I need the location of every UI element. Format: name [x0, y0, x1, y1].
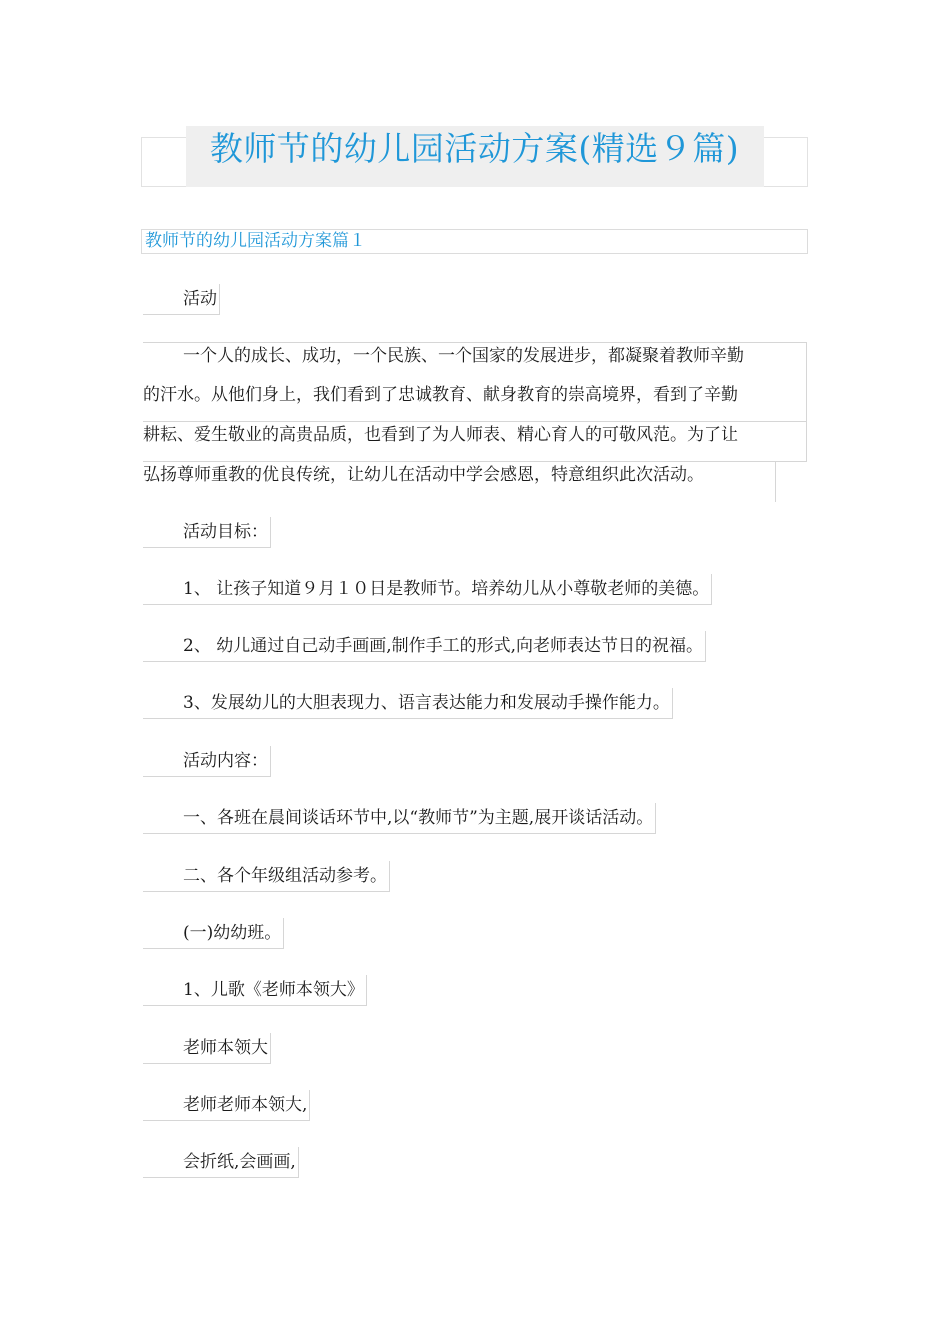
intro-line-2: 的汗水。从他们身上，我们看到了忠诚教育、献身教育的崇高境界，看到了辛勤 — [143, 382, 807, 422]
goals-label: 活动目标： — [143, 517, 271, 548]
content-item-7: 会折纸,会画画, — [143, 1147, 299, 1178]
intro-line-1: 一个人的成长、成功，一个民族、一个国家的发展进步，都凝聚着教师辛勤 — [143, 342, 807, 382]
content-item-6: 老师老师本领大, — [143, 1090, 310, 1121]
document-title: 教师节的幼儿园活动方案(精选９篇) — [209, 129, 740, 168]
goal-item-2: 2、 幼儿通过自己动手画画,制作手工的形式,向老师表达节日的祝福。 — [143, 631, 706, 662]
goal-item-1: 1、 让孩子知道９月１０日是教师节。培养幼儿从小尊敬老师的美德。 — [143, 574, 712, 605]
content-item-1: 一、各班在晨间谈话环节中,以“教师节”为主题,展开谈话活动。 — [143, 803, 656, 834]
content-item-4: 1、儿歌《老师本领大》 — [143, 975, 367, 1006]
intro-label: 活动 — [143, 284, 220, 315]
content-item-5: 老师本领大 — [143, 1033, 271, 1064]
intro-line-3: 耕耘、爱生敬业的高贵品质，也看到了为人师表、精心育人的可敬风范。为了让 — [143, 422, 807, 462]
intro-line-4: 弘扬尊师重教的优良传统，让幼儿在活动中学会感恩，特意组织此次活动。 — [143, 462, 776, 502]
intro-paragraph — [143, 342, 807, 502]
content-item-2: 二、各个年级组活动参考。 — [143, 861, 390, 892]
content-label: 活动内容： — [143, 746, 271, 777]
goal-item-3: 3、发展幼儿的大胆表现力、语言表达能力和发展动手操作能力。 — [143, 688, 673, 719]
section-heading: 教师节的幼儿园活动方案篇１ — [141, 229, 808, 254]
content-item-3: (一)幼幼班。 — [143, 918, 284, 949]
